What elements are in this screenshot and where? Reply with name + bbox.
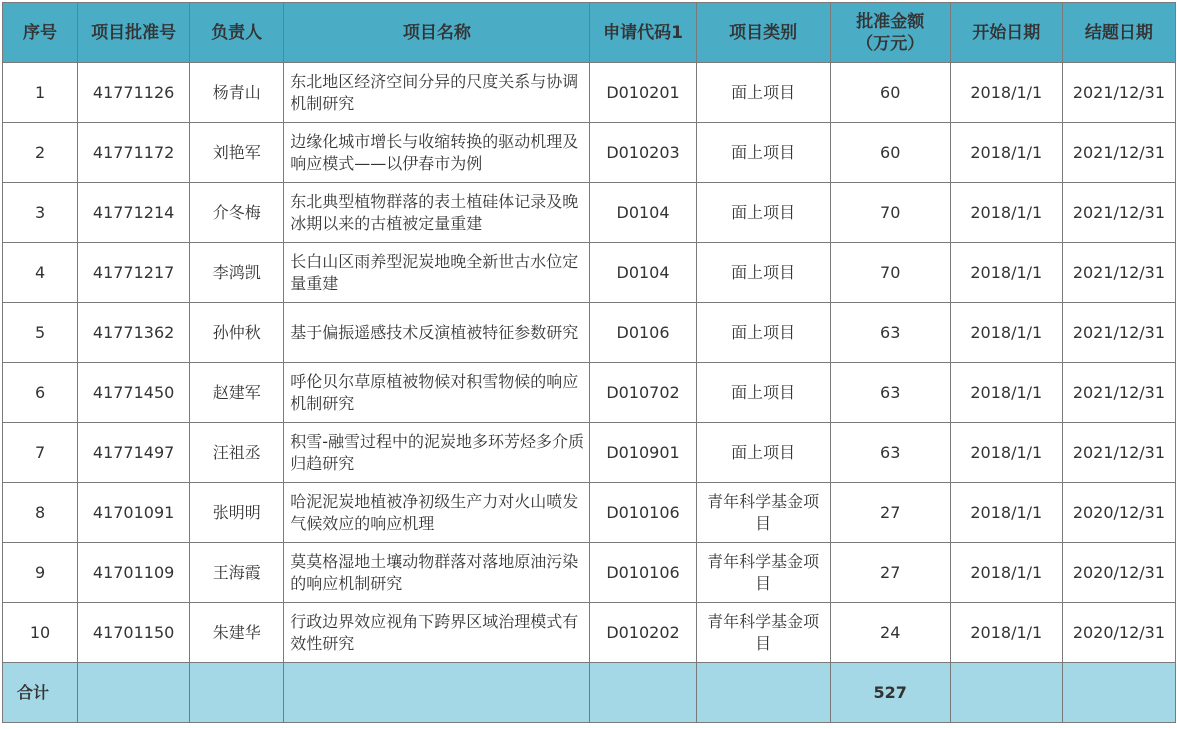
cell-leader: 赵建军 <box>190 363 284 423</box>
cell-category: 面上项目 <box>696 363 830 423</box>
header-index: 序号 <box>3 3 78 63</box>
cell-start-date: 2018/1/1 <box>950 543 1062 603</box>
cell-approval-no: 41701109 <box>78 543 190 603</box>
table-row <box>3 183 1176 243</box>
cell-approval-no: 41771497 <box>78 423 190 483</box>
header-end-date: 结题日期 <box>1062 3 1175 63</box>
cell-code: D010901 <box>590 423 696 483</box>
cell-code: D010202 <box>590 603 696 663</box>
table-row <box>3 483 1176 543</box>
cell-start-date: 2018/1/1 <box>950 243 1062 303</box>
cell-project-name: 莫莫格湿地土壤动物群落对落地原油污染的响应机制研究 <box>284 543 590 603</box>
cell-code: D010106 <box>590 483 696 543</box>
cell-start-date: 2018/1/1 <box>950 363 1062 423</box>
cell-index: 8 <box>3 483 78 543</box>
header-category: 项目类别 <box>696 3 830 63</box>
cell-amount: 70 <box>830 183 950 243</box>
cell-start-date: 2018/1/1 <box>950 63 1062 123</box>
cell-project-name: 基于偏振遥感技术反演植被特征参数研究 <box>284 303 590 363</box>
cell-category: 面上项目 <box>696 423 830 483</box>
cell-approval-no: 41701091 <box>78 483 190 543</box>
cell-end-date: 2021/12/31 <box>1062 423 1175 483</box>
cell-end-date: 2021/12/31 <box>1062 123 1175 183</box>
cell-amount: 63 <box>830 303 950 363</box>
cell-end-date: 2021/12/31 <box>1062 303 1175 363</box>
header-amount-line1: 批准金额 <box>856 11 925 32</box>
total-empty-cell <box>284 663 590 723</box>
table-footer <box>3 663 1176 723</box>
cell-code: D010203 <box>590 123 696 183</box>
cell-approval-no: 41771172 <box>78 123 190 183</box>
cell-approval-no: 41771214 <box>78 183 190 243</box>
total-label: 合计 <box>3 663 78 723</box>
cell-index: 3 <box>3 183 78 243</box>
cell-leader: 王海霞 <box>190 543 284 603</box>
header-leader: 负责人 <box>190 3 284 63</box>
cell-approval-no: 41701150 <box>78 603 190 663</box>
cell-amount: 27 <box>830 543 950 603</box>
total-empty-cell <box>696 663 830 723</box>
cell-code: D0104 <box>590 183 696 243</box>
cell-approval-no: 41771217 <box>78 243 190 303</box>
cell-start-date: 2018/1/1 <box>950 483 1062 543</box>
cell-amount: 63 <box>830 423 950 483</box>
cell-start-date: 2018/1/1 <box>950 183 1062 243</box>
cell-start-date: 2018/1/1 <box>950 603 1062 663</box>
cell-code: D0104 <box>590 243 696 303</box>
cell-end-date: 2020/12/31 <box>1062 483 1175 543</box>
cell-index: 7 <box>3 423 78 483</box>
table-row <box>3 243 1176 303</box>
header-amount <box>830 3 950 63</box>
cell-index: 2 <box>3 123 78 183</box>
total-amount: 527 <box>830 663 950 723</box>
cell-amount: 70 <box>830 243 950 303</box>
cell-index: 1 <box>3 63 78 123</box>
cell-project-name: 边缘化城市增长与收缩转换的驱动机理及响应模式——以伊春市为例 <box>284 123 590 183</box>
total-empty-cell <box>950 663 1062 723</box>
cell-end-date: 2021/12/31 <box>1062 243 1175 303</box>
cell-project-name: 东北典型植物群落的表土植硅体记录及晚冰期以来的古植被定量重建 <box>284 183 590 243</box>
cell-project-name: 东北地区经济空间分异的尺度关系与协调机制研究 <box>284 63 590 123</box>
cell-category: 面上项目 <box>696 183 830 243</box>
cell-start-date: 2018/1/1 <box>950 123 1062 183</box>
cell-leader: 刘艳军 <box>190 123 284 183</box>
cell-end-date: 2021/12/31 <box>1062 63 1175 123</box>
cell-amount: 27 <box>830 483 950 543</box>
cell-category: 青年科学基金项目 <box>696 543 830 603</box>
header-start-date: 开始日期 <box>950 3 1062 63</box>
total-empty-cell <box>1062 663 1175 723</box>
cell-approval-no: 41771450 <box>78 363 190 423</box>
cell-index: 4 <box>3 243 78 303</box>
cell-start-date: 2018/1/1 <box>950 303 1062 363</box>
cell-start-date: 2018/1/1 <box>950 423 1062 483</box>
cell-leader: 介冬梅 <box>190 183 284 243</box>
cell-leader: 杨青山 <box>190 63 284 123</box>
cell-project-name: 哈泥泥炭地植被净初级生产力对火山喷发气候效应的响应机理 <box>284 483 590 543</box>
cell-amount: 60 <box>830 63 950 123</box>
cell-amount: 24 <box>830 603 950 663</box>
cell-end-date: 2021/12/31 <box>1062 363 1175 423</box>
cell-amount: 60 <box>830 123 950 183</box>
table-row <box>3 63 1176 123</box>
cell-end-date: 2020/12/31 <box>1062 543 1175 603</box>
cell-index: 10 <box>3 603 78 663</box>
cell-index: 5 <box>3 303 78 363</box>
cell-leader: 朱建华 <box>190 603 284 663</box>
header-amount-line2: （万元） <box>856 33 925 54</box>
cell-amount: 63 <box>830 363 950 423</box>
table-body <box>3 63 1176 663</box>
total-empty-cell <box>190 663 284 723</box>
cell-project-name: 行政边界效应视角下跨界区域治理模式有效性研究 <box>284 603 590 663</box>
header-approval-no: 项目批准号 <box>78 3 190 63</box>
cell-end-date: 2021/12/31 <box>1062 183 1175 243</box>
project-table <box>2 2 1176 723</box>
cell-code: D010702 <box>590 363 696 423</box>
cell-category: 面上项目 <box>696 243 830 303</box>
cell-code: D010106 <box>590 543 696 603</box>
header-project-name: 项目名称 <box>284 3 590 63</box>
cell-index: 9 <box>3 543 78 603</box>
cell-project-name: 呼伦贝尔草原植被物候对积雪物候的响应机制研究 <box>284 363 590 423</box>
cell-category: 青年科学基金项目 <box>696 603 830 663</box>
cell-leader: 张明明 <box>190 483 284 543</box>
cell-index: 6 <box>3 363 78 423</box>
cell-project-name: 积雪-融雪过程中的泥炭地多环芳烃多介质归趋研究 <box>284 423 590 483</box>
cell-end-date: 2020/12/31 <box>1062 603 1175 663</box>
cell-approval-no: 41771126 <box>78 63 190 123</box>
table-row <box>3 543 1176 603</box>
total-empty-cell <box>590 663 696 723</box>
cell-code: D0106 <box>590 303 696 363</box>
header-row <box>3 3 1176 63</box>
table-row <box>3 123 1176 183</box>
cell-category: 青年科学基金项目 <box>696 483 830 543</box>
cell-approval-no: 41771362 <box>78 303 190 363</box>
total-row <box>3 663 1176 723</box>
cell-leader: 孙仲秋 <box>190 303 284 363</box>
cell-code: D010201 <box>590 63 696 123</box>
cell-project-name: 长白山区雨养型泥炭地晚全新世古水位定量重建 <box>284 243 590 303</box>
table-row <box>3 303 1176 363</box>
cell-leader: 汪祖丞 <box>190 423 284 483</box>
table-row <box>3 363 1176 423</box>
total-empty-cell <box>78 663 190 723</box>
cell-leader: 李鸿凯 <box>190 243 284 303</box>
cell-category: 面上项目 <box>696 63 830 123</box>
cell-category: 面上项目 <box>696 303 830 363</box>
header-code: 申请代码1 <box>590 3 696 63</box>
table-row <box>3 603 1176 663</box>
cell-category: 面上项目 <box>696 123 830 183</box>
table-header <box>3 3 1176 63</box>
table-row <box>3 423 1176 483</box>
